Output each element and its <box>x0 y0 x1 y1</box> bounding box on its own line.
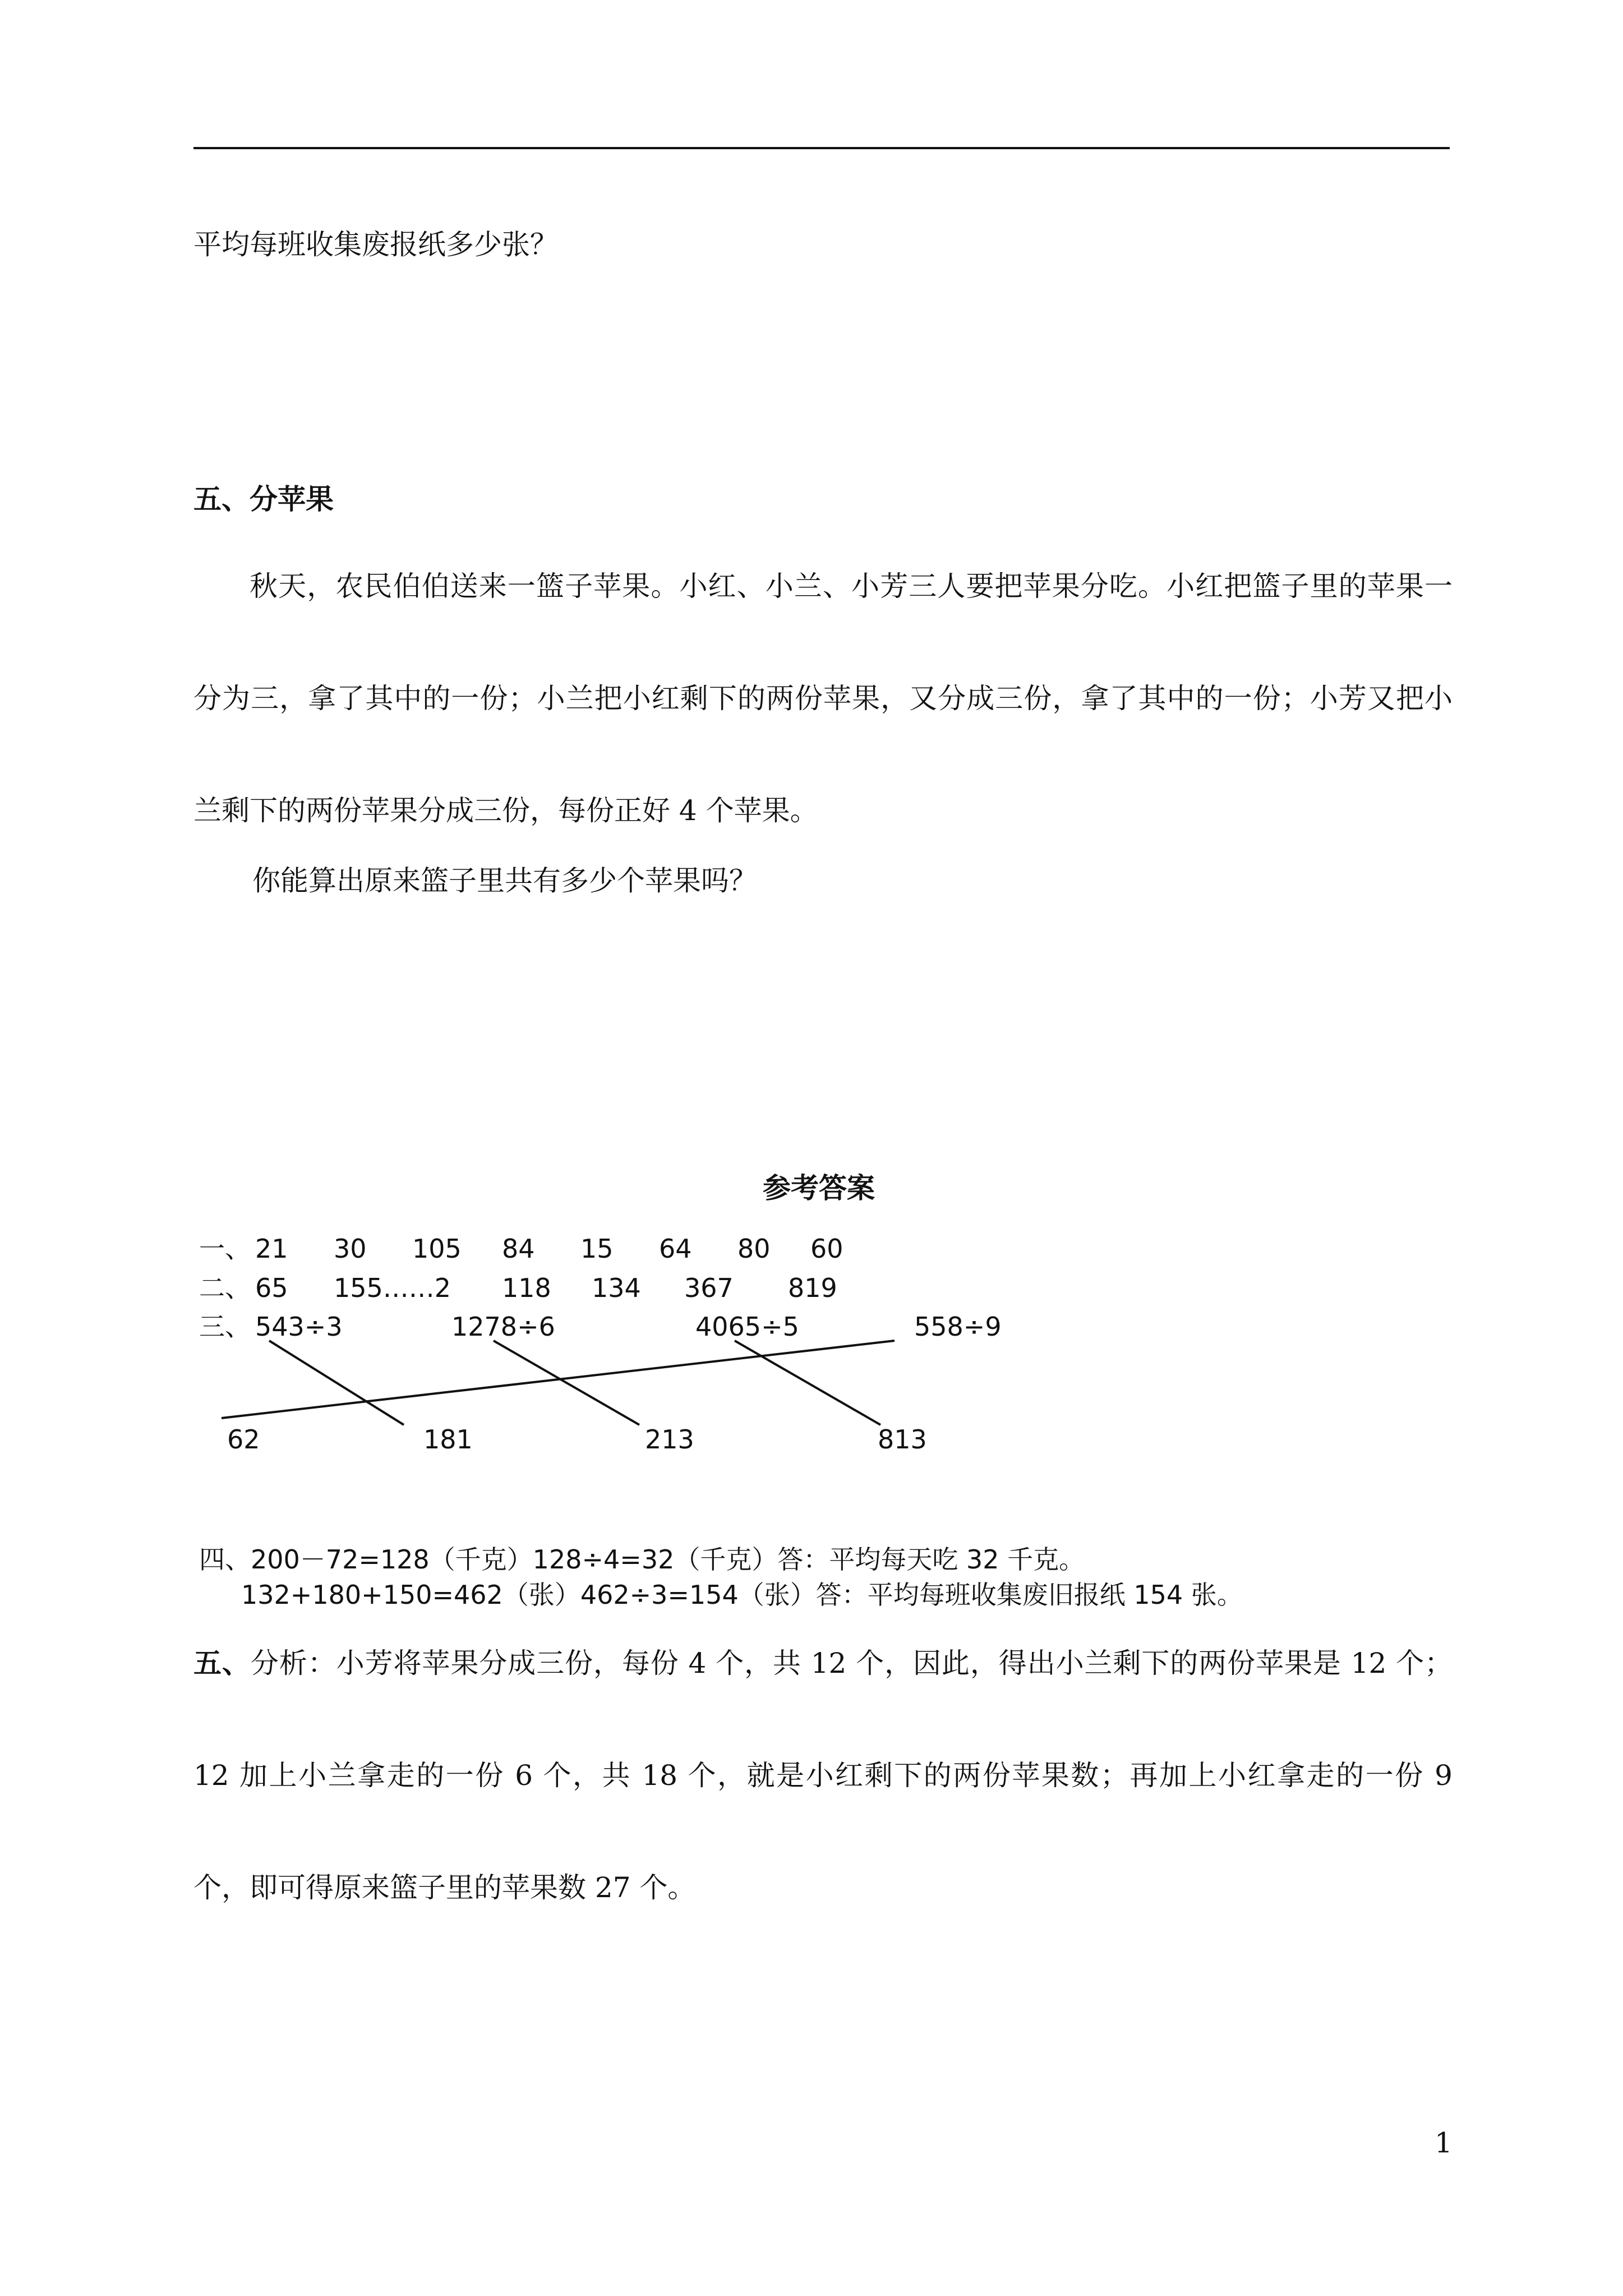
division-expr: 1278÷6 <box>451 1312 555 1342</box>
division-expr: 543÷3 <box>255 1312 343 1342</box>
section5-heading: 五、分苹果 <box>193 482 334 516</box>
answer-value: 118 <box>502 1273 551 1303</box>
answer-row-4-line2: 132+180+150=462（张）462÷3=154（张）答：平均每班收集废旧报纸 154 张。 <box>241 1580 1243 1610</box>
quotient: 813 <box>878 1424 927 1455</box>
answer-row-5-text: 分析：小芳将苹果分成三份，每份 4 个，共 12 个，因此，得出小兰剩下的两份苹果是 12 个；12 加上小兰拿走的一份 6 个，共 18 个，就是小红剩下的两份苹果数；再加上小红拿走的一份 9 个，即可得原来篮子里的苹果数 27 个。 <box>193 1647 1453 1904</box>
quotient: 181 <box>423 1424 473 1455</box>
match-line <box>494 1341 639 1425</box>
answer-value: 367 <box>684 1273 734 1303</box>
match-line <box>735 1341 880 1425</box>
answer-row-3-results <box>199 1424 1209 1455</box>
division-expr: 4065÷5 <box>695 1312 799 1342</box>
section5-paragraph: 秋天，农民伯伯送来一篮子苹果。小红、小兰、小芳三人要把苹果分吃。小红把篮子里的苹果一分为三，拿了其中的一份；小兰把小红剩下的两份苹果，又分成三份，拿了其中的一份；小芳又把小兰剩下的两份苹果分成三份，每份正好 4 个苹果。 <box>193 570 1453 827</box>
answer-row-1-label: 一、 <box>199 1234 251 1264</box>
answer-value: 819 <box>788 1273 837 1303</box>
answer-value: 155……2 <box>334 1273 451 1303</box>
match-line <box>269 1341 404 1425</box>
answer-value: 65 <box>255 1273 288 1303</box>
answer-value: 80 <box>737 1234 771 1264</box>
match-line <box>222 1341 895 1418</box>
answers-title: 参考答案 <box>763 1171 875 1204</box>
answer-value: 60 <box>810 1234 843 1264</box>
section5-question: 你能算出原来篮子里共有多少个苹果吗？ <box>252 864 757 897</box>
page-number: 1 <box>1435 2127 1453 2159</box>
quotient: 62 <box>227 1424 260 1455</box>
answer-value: 15 <box>580 1234 614 1264</box>
question-tail: 平均每班收集废报纸多少张？ <box>193 228 558 261</box>
division-expr: 558÷9 <box>914 1312 1002 1342</box>
answer-row-4-line1: 四、200－72=128（千克）128÷4=32（千克）答：平均每天吃 32 千克。 <box>199 1544 1085 1575</box>
answer-row-2-label: 二、 <box>199 1273 251 1303</box>
answer-value: 64 <box>659 1234 692 1264</box>
answer-row-5 <box>193 1607 1453 1944</box>
answer-row-3-label: 三、 <box>199 1312 251 1342</box>
answer-value: 134 <box>592 1273 641 1303</box>
quotient: 213 <box>645 1424 694 1455</box>
answer-value: 84 <box>502 1234 535 1264</box>
answer-value: 30 <box>334 1234 367 1264</box>
answer-value: 105 <box>412 1234 462 1264</box>
answer-row-5-label: 五、 <box>193 1646 251 1680</box>
answer-value: 21 <box>255 1234 288 1264</box>
